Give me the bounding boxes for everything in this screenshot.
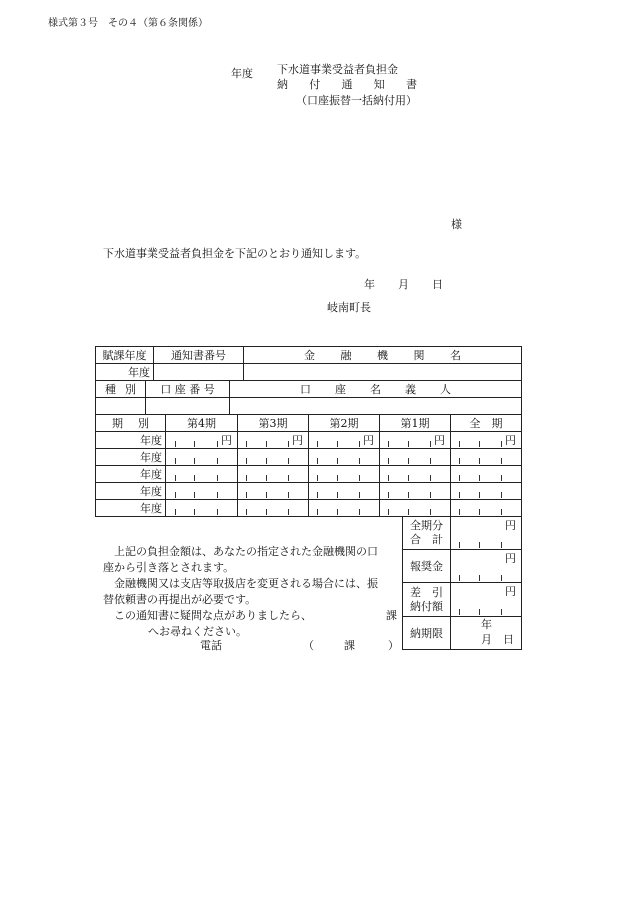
digit-tick — [288, 441, 289, 447]
digit-ticks — [309, 509, 379, 515]
amount-cell — [380, 449, 451, 466]
digit-tick — [408, 441, 409, 447]
type-value — [96, 398, 146, 415]
digit-tick — [217, 475, 218, 481]
digit-tick — [388, 475, 389, 481]
digit-tick — [430, 492, 431, 498]
note-para3-line1: この通知書に疑問な点がありましたら、 — [114, 609, 312, 622]
digit-tick — [430, 509, 431, 515]
holder-char: 人 — [440, 382, 451, 396]
digit-tick — [266, 509, 267, 515]
amount-cell — [380, 483, 451, 500]
digit-tick — [479, 609, 480, 615]
digit-ticks — [309, 458, 379, 464]
title-year-suffix: 年度 — [231, 67, 253, 80]
yen-label: 円 — [505, 552, 516, 565]
digit-ticks — [451, 609, 521, 615]
digit-tick — [359, 441, 360, 447]
digit-tick — [317, 492, 318, 498]
amount-cell — [166, 432, 238, 449]
digit-tick — [175, 475, 176, 481]
amount-cell — [309, 483, 380, 500]
yen-label: 円 — [505, 519, 516, 532]
period-row — [96, 449, 522, 466]
digit-ticks — [451, 542, 521, 548]
digit-ticks — [380, 458, 450, 464]
note-para2-line2: 替依頼書の再提出が必要です。 — [103, 593, 257, 606]
total-label-line: 合 計 — [410, 533, 443, 546]
notice-text: 下水道事業受益者負担金を下記のとおり通知します。 — [103, 247, 367, 260]
digit-tick — [479, 458, 480, 464]
deadline-label: 納期限 — [403, 617, 451, 650]
digit-tick — [246, 509, 247, 515]
digit-tick — [359, 475, 360, 481]
digit-ticks — [380, 509, 450, 515]
account-table — [95, 380, 522, 415]
period-1-header: 第1期 — [380, 415, 451, 432]
account-holder-value — [230, 398, 522, 415]
recipient-suffix: 様 — [451, 218, 462, 231]
digit-ticks — [309, 475, 379, 481]
type-label — [96, 381, 146, 398]
digit-ticks — [309, 492, 379, 498]
row-year-label: 年度 — [96, 432, 166, 449]
period-char: 期 — [112, 416, 123, 430]
amount-cell — [166, 466, 238, 483]
digit-tick — [246, 475, 247, 481]
digit-tick — [337, 458, 338, 464]
row-year-label: 年度 — [96, 500, 166, 517]
digit-tick — [175, 492, 176, 498]
phone-close: ） — [388, 639, 399, 652]
digit-tick — [388, 492, 389, 498]
period-all-header: 全 期 — [451, 415, 522, 432]
digit-tick — [266, 475, 267, 481]
digit-tick — [317, 441, 318, 447]
digit-ticks — [380, 492, 450, 498]
phone-label: 電話 — [200, 639, 222, 652]
digit-ticks — [380, 475, 450, 481]
digit-tick — [430, 441, 431, 447]
digit-ticks — [451, 492, 521, 498]
note-para2-line1: 金融機関又は支店等取扱店を変更される場合には、振 — [114, 577, 378, 590]
digit-tick — [337, 492, 338, 498]
digit-tick — [337, 441, 338, 447]
digit-tick — [175, 441, 176, 447]
digit-tick — [430, 458, 431, 464]
total-amount — [451, 517, 522, 550]
digit-tick — [459, 575, 460, 581]
digit-tick — [388, 458, 389, 464]
note-para1-line2: 座から引き落とされます。 — [103, 561, 235, 574]
digit-tick — [217, 509, 218, 515]
phone-open: （ — [303, 639, 314, 652]
digit-tick — [501, 542, 502, 548]
amount-cell — [238, 500, 309, 517]
yen-label: 円 — [505, 585, 516, 598]
digit-tick — [175, 509, 176, 515]
digit-ticks — [380, 441, 450, 447]
deadline-year: 年 — [481, 618, 492, 632]
holder-char: 義 — [405, 382, 416, 396]
deadline-monthday: 月 日 — [481, 633, 514, 646]
deadline-value — [451, 617, 522, 650]
info-table — [95, 346, 522, 381]
digit-tick — [479, 441, 480, 447]
digit-ticks — [451, 509, 521, 515]
digit-tick — [479, 542, 480, 548]
digit-tick — [479, 509, 480, 515]
amount-cell — [309, 449, 380, 466]
title-char: 通 — [341, 78, 353, 91]
row-year-label: 年度 — [96, 449, 166, 466]
account-holder-label — [230, 381, 522, 398]
digit-tick — [501, 575, 502, 581]
digit-ticks — [238, 441, 308, 447]
institution-char: 名 — [450, 348, 461, 362]
digit-ticks — [451, 441, 521, 447]
amount-cell — [451, 449, 522, 466]
digit-tick — [194, 509, 195, 515]
institution-value — [244, 364, 522, 381]
note-para3-line2: へお尋ねください。 — [148, 625, 247, 638]
digit-tick — [194, 475, 195, 481]
amount-cell — [166, 449, 238, 466]
amount-cell — [309, 500, 380, 517]
digit-tick — [459, 609, 460, 615]
amount-cell — [309, 432, 380, 449]
digit-ticks — [309, 441, 379, 447]
digit-ticks — [166, 475, 237, 481]
yen-label: 円 — [505, 434, 516, 447]
period-char: 別 — [138, 416, 149, 430]
digit-tick — [337, 509, 338, 515]
yen-label: 円 — [292, 434, 303, 447]
amount-cell — [238, 466, 309, 483]
institution-char: 融 — [340, 348, 352, 362]
amount-cell — [380, 466, 451, 483]
date-year: 年 — [364, 278, 375, 291]
title-line3: （口座振替一括納付用） — [296, 94, 417, 107]
digit-tick — [501, 458, 502, 464]
digit-tick — [194, 441, 195, 447]
row-year-label: 年度 — [96, 483, 166, 500]
amount-cell — [451, 466, 522, 483]
digit-tick — [359, 509, 360, 515]
digit-ticks — [166, 458, 237, 464]
holder-char: 口 — [300, 382, 311, 396]
type-char: 種 — [105, 382, 116, 396]
account-number-value — [146, 398, 230, 415]
notice-number-value — [154, 364, 244, 381]
title-line1: 下水道事業受益者負担金 — [277, 63, 398, 76]
date-month: 月 — [398, 278, 409, 291]
amount-cell — [309, 466, 380, 483]
digit-tick — [479, 492, 480, 498]
digit-tick — [266, 441, 267, 447]
digit-tick — [288, 458, 289, 464]
net-amount — [451, 583, 522, 617]
institution-char: 金 — [304, 348, 315, 362]
digit-tick — [459, 492, 460, 498]
digit-ticks — [238, 475, 308, 481]
digit-tick — [246, 492, 247, 498]
period-table — [95, 414, 522, 517]
amount-cell — [238, 449, 309, 466]
digit-tick — [194, 492, 195, 498]
period-row — [96, 483, 522, 500]
period-row — [96, 432, 522, 449]
period-label — [96, 415, 166, 432]
digit-tick — [246, 458, 247, 464]
amount-cell — [166, 483, 238, 500]
digit-tick — [459, 475, 460, 481]
title-char: 書 — [406, 78, 417, 91]
digit-tick — [359, 458, 360, 464]
account-number-label: 口 座 番 号 — [146, 381, 230, 398]
digit-tick — [501, 475, 502, 481]
digit-tick — [317, 509, 318, 515]
digit-tick — [408, 492, 409, 498]
net-label-line: 差 引 — [410, 585, 443, 599]
digit-ticks — [166, 509, 237, 515]
title-char: 付 — [309, 78, 321, 91]
digit-ticks — [238, 509, 308, 515]
digit-tick — [288, 475, 289, 481]
amount-cell — [451, 432, 522, 449]
digit-tick — [217, 441, 218, 447]
fiscal-year-value: 年度 — [96, 364, 154, 381]
date-day: 日 — [432, 278, 443, 291]
period-row — [96, 466, 522, 483]
amount-cell — [238, 483, 309, 500]
digit-tick — [266, 458, 267, 464]
notice-number-label: 通知書番号 — [154, 347, 244, 364]
digit-ticks — [451, 458, 521, 464]
net-label — [403, 583, 451, 617]
amount-cell — [451, 500, 522, 517]
row-year-label: 年度 — [96, 466, 166, 483]
amount-cell — [380, 500, 451, 517]
digit-tick — [317, 458, 318, 464]
digit-tick — [501, 441, 502, 447]
digit-tick — [459, 509, 460, 515]
total-label-line: 全期分 — [410, 519, 443, 533]
title-char: 知 — [373, 78, 385, 91]
holder-char: 座 — [335, 382, 346, 396]
form-id: 様式第３号 その４（第６条関係） — [48, 18, 208, 29]
digit-tick — [246, 441, 247, 447]
period-4-header: 第4期 — [166, 415, 238, 432]
digit-tick — [217, 492, 218, 498]
digit-tick — [359, 492, 360, 498]
digit-tick — [459, 542, 460, 548]
digit-tick — [288, 509, 289, 515]
digit-ticks — [166, 492, 237, 498]
incentive-label: 報奨金 — [403, 550, 451, 583]
digit-ticks — [238, 458, 308, 464]
digit-tick — [388, 441, 389, 447]
digit-tick — [388, 509, 389, 515]
digit-tick — [194, 458, 195, 464]
yen-label: 円 — [434, 434, 445, 447]
digit-ticks — [166, 441, 237, 447]
digit-tick — [266, 492, 267, 498]
amount-cell — [238, 432, 309, 449]
digit-ticks — [451, 475, 521, 481]
fiscal-year-label: 賦課年度 — [96, 347, 154, 364]
digit-tick — [337, 475, 338, 481]
digit-tick — [501, 492, 502, 498]
title-line2 — [277, 79, 417, 90]
amount-cell — [451, 483, 522, 500]
amount-cell — [166, 500, 238, 517]
institution-label — [244, 347, 522, 364]
amount-cell — [380, 432, 451, 449]
title-char: 納 — [277, 78, 288, 91]
phone-dept: 課 — [344, 639, 355, 652]
digit-tick — [288, 492, 289, 498]
digit-tick — [317, 475, 318, 481]
incentive-amount — [451, 550, 522, 583]
digit-tick — [459, 458, 460, 464]
institution-char: 機 — [377, 348, 388, 362]
digit-ticks — [238, 492, 308, 498]
digit-tick — [479, 475, 480, 481]
total-label — [403, 517, 451, 550]
digit-tick — [459, 441, 460, 447]
digit-tick — [217, 458, 218, 464]
summary-table — [402, 516, 522, 650]
type-char: 別 — [125, 382, 136, 396]
period-row — [96, 500, 522, 517]
period-3-header: 第3期 — [238, 415, 309, 432]
period-2-header: 第2期 — [309, 415, 380, 432]
holder-char: 名 — [370, 382, 381, 396]
net-label-line: 納付額 — [410, 599, 443, 613]
digit-tick — [408, 458, 409, 464]
digit-tick — [501, 509, 502, 515]
digit-tick — [408, 509, 409, 515]
digit-tick — [501, 609, 502, 615]
note-para3-dept: 課 — [386, 609, 397, 622]
digit-ticks — [451, 575, 521, 581]
yen-label: 円 — [363, 434, 374, 447]
digit-tick — [408, 475, 409, 481]
issuer: 岐南町長 — [327, 301, 371, 314]
yen-label: 円 — [221, 434, 232, 447]
digit-tick — [175, 458, 176, 464]
note-para1-line1: 上記の負担金額は、あなたの指定された金融機関の口 — [114, 545, 378, 558]
institution-char: 関 — [413, 348, 425, 362]
digit-tick — [430, 475, 431, 481]
digit-tick — [479, 575, 480, 581]
